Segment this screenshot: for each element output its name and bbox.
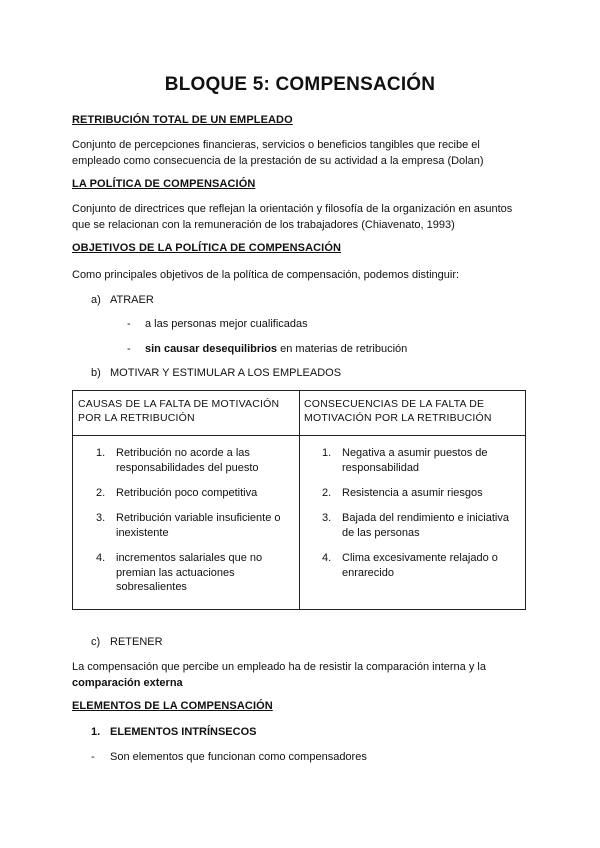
- item-number: 1.: [322, 447, 332, 459]
- item-text: [342, 446, 512, 475]
- item-line: de las personas: [342, 526, 420, 539]
- bold-text: sin causar desequilibrios: [145, 343, 278, 355]
- item-text: Retribución poco competitiva: [116, 487, 258, 499]
- retribucion-def-line1: Conjunto de percepciones financieras, servicios o beneficios tangibles que recibe el: [72, 139, 480, 151]
- item-text: [116, 511, 301, 540]
- heading-retribucion-total: RETRIBUCIÓN TOTAL DE UN EMPLEADO: [72, 114, 293, 126]
- item-number: 2.: [322, 487, 332, 499]
- retener-line2: comparación externa: [72, 677, 183, 689]
- dash-bullet: -: [127, 318, 131, 330]
- item-line: incrementos salariales que no: [116, 552, 263, 564]
- item-text: Resistencia a asumir riesgos: [342, 487, 483, 499]
- atraer-item-2: [145, 342, 407, 356]
- item-number: 1.: [96, 447, 106, 459]
- list-marker-c: c): [91, 636, 101, 648]
- dash-bullet: -: [127, 343, 131, 355]
- retener-line1: La compensación que percibe un empleado ha de resistir la comparación interna y la: [72, 661, 486, 673]
- list-marker-a: a): [91, 294, 101, 306]
- objetivo-motivar: MOTIVAR Y ESTIMULAR A LOS EMPLEADOS: [110, 367, 342, 379]
- item-line: responsabilidad: [342, 461, 420, 474]
- objetivo-atraer: ATRAER: [110, 294, 154, 306]
- header-line: CONSECUENCIAS DE LA FALTA DE: [304, 398, 485, 410]
- politica-def-line1: Conjunto de directrices que reflejan la orientación y filosofía de la organización en asuntos: [72, 203, 513, 215]
- motivation-table: [72, 390, 526, 610]
- heading-objetivos: OBJETIVOS DE LA POLÍTICA DE COMPENSACIÓN: [72, 242, 342, 254]
- item-line: sobresalientes: [116, 581, 187, 593]
- item-text: [116, 446, 286, 475]
- heading-politica-compensacion: LA POLÍTICA DE COMPENSACIÓN: [72, 178, 256, 190]
- item-text: [116, 551, 286, 595]
- header-line: CAUSAS DE LA FALTA DE MOTIVACIÓN: [78, 398, 280, 410]
- table-header-causas: [78, 397, 298, 425]
- list-marker-1: 1.: [91, 726, 101, 738]
- page-title: BLOQUE 5: COMPENSACIÓN: [164, 74, 436, 95]
- politica-def-line2: que se relacionan con la remuneración de los trabajadores (Chiavenato, 1993): [72, 219, 455, 231]
- item-line: Bajada del rendimiento e iniciativa: [342, 512, 509, 524]
- item-text: [342, 551, 512, 580]
- header-line: POR LA RETRIBUCIÓN: [78, 412, 195, 424]
- table-header-consecuencias: [304, 397, 524, 425]
- item-number: 4.: [96, 552, 106, 564]
- table-divider-vertical: [299, 391, 300, 609]
- item-number: 3.: [96, 512, 106, 524]
- item-line: inexistente: [116, 526, 169, 539]
- item-number: 3.: [322, 512, 332, 524]
- header-line: MOTIVACIÓN POR LA RETRIBUCIÓN: [304, 412, 492, 424]
- table-divider-horizontal: [73, 435, 525, 436]
- objetivo-retener: RETENER: [110, 636, 163, 648]
- heading-elementos: ELEMENTOS DE LA COMPENSACIÓN: [72, 700, 273, 712]
- item-line: premian las actuaciones: [116, 566, 235, 579]
- dash-bullet: -: [91, 751, 95, 763]
- item-line: responsabilidades del puesto: [116, 461, 259, 474]
- item-number: 2.: [96, 487, 106, 499]
- item-line: Negativa a asumir puestos de: [342, 447, 488, 459]
- item-number: 4.: [322, 552, 332, 564]
- atraer-item-1: a las personas mejor cualificadas: [145, 318, 308, 330]
- objetivos-intro: Como principales objetivos de la política de compensación, podemos distinguir:: [72, 269, 460, 281]
- item-line: Retribución variable insuficiente o: [116, 512, 281, 524]
- item-text: [342, 511, 527, 540]
- subheading-intrinsecos: ELEMENTOS INTRÍNSECOS: [110, 726, 257, 738]
- list-marker-b: b): [91, 367, 101, 379]
- item-line: Retribución no acorde a las: [116, 447, 250, 459]
- item-line: Clima excesivamente relajado o: [342, 552, 498, 564]
- plain-text: en materias de retribución: [277, 343, 408, 355]
- intrinsecos-item: Son elementos que funcionan como compensadores: [110, 751, 367, 763]
- retribucion-def-line2: empleado como consecuencia de la prestación de su actividad a la empresa (Dolan): [72, 155, 484, 167]
- item-line: enrarecido: [342, 566, 394, 579]
